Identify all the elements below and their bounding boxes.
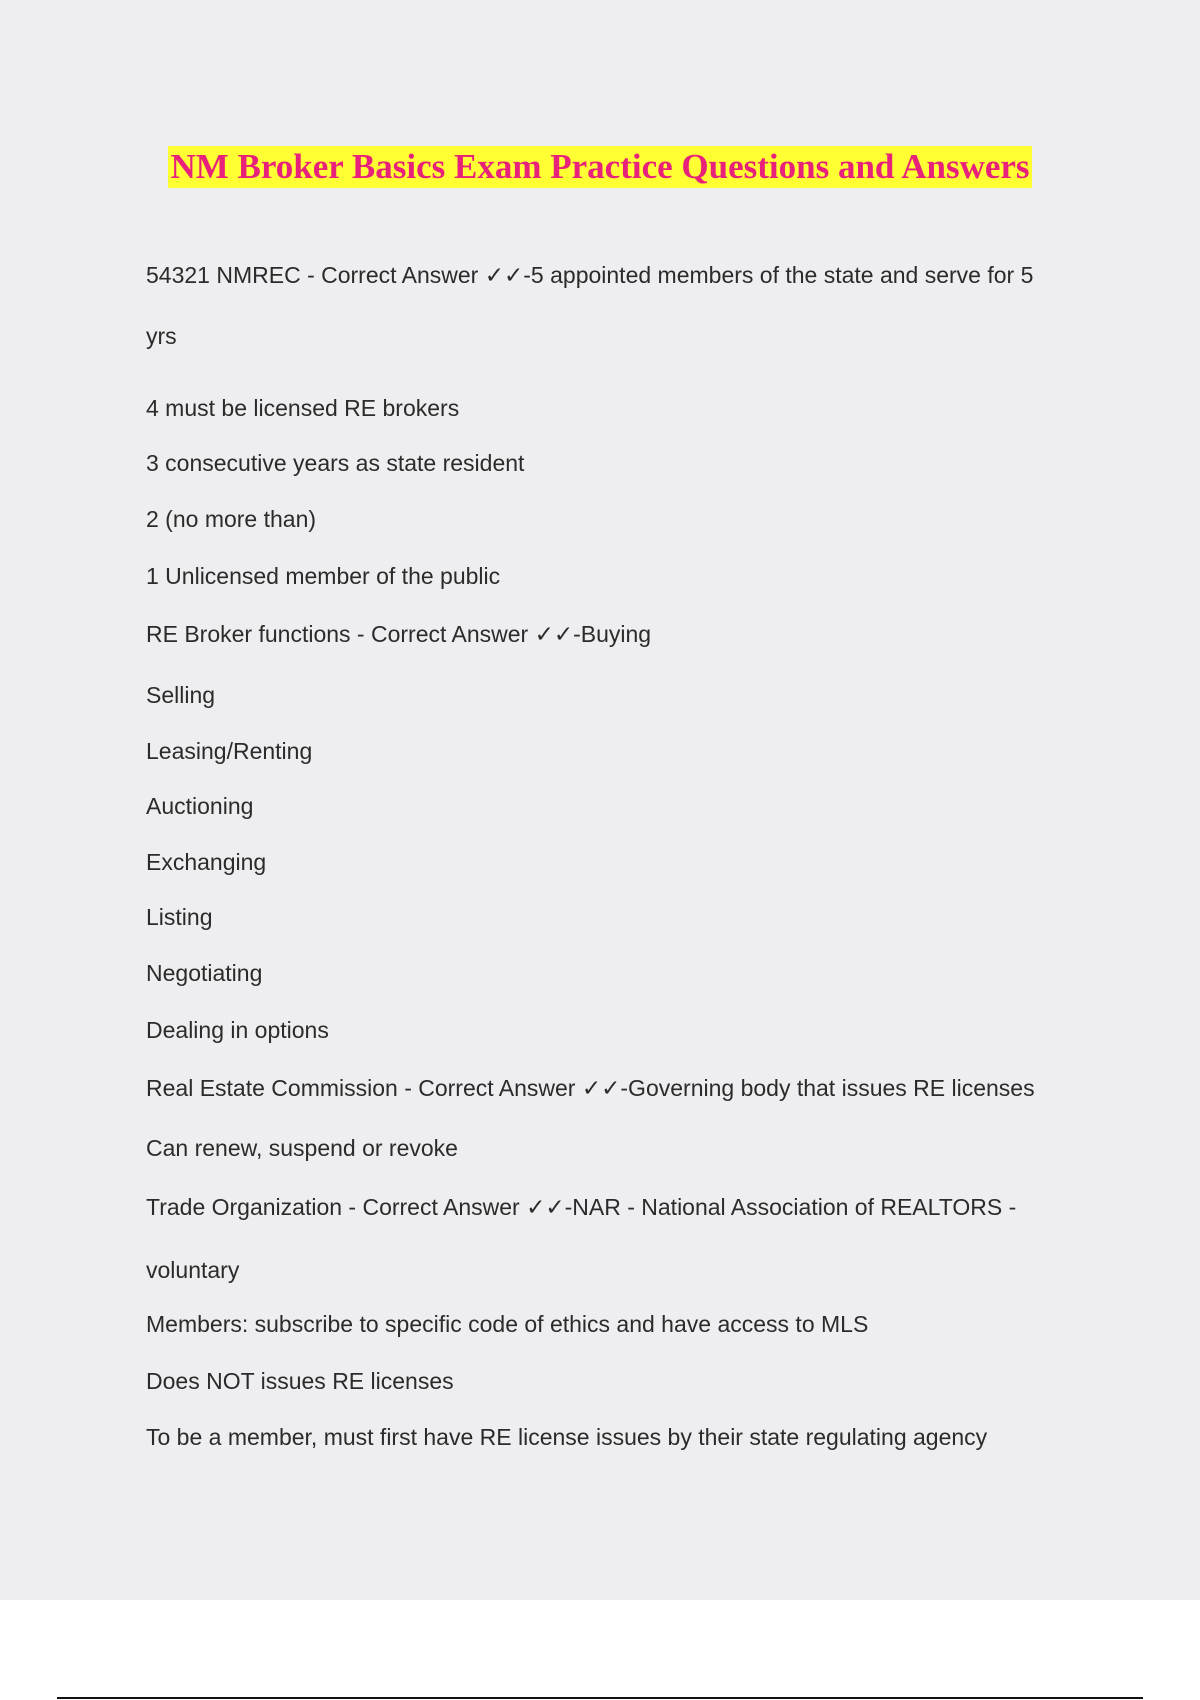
qa-line: Exchanging [146, 849, 267, 875]
document-title: NM Broker Basics Exam Practice Questions and Answers [170, 147, 1030, 186]
qa-line: 2 (no more than) [146, 506, 317, 532]
footer-divider [57, 1697, 1143, 1699]
qa-line: Real Estate Commission - Correct Answer ✓✓-Governing body that issues RE licenses [146, 1075, 1035, 1101]
title-container [0, 146, 1200, 188]
qa-line: Negotiating [146, 960, 263, 986]
qa-line: voluntary [146, 1257, 240, 1283]
qa-line: 3 consecutive years as state resident [146, 450, 525, 476]
qa-line: Dealing in options [146, 1017, 329, 1043]
qa-line: Auctioning [146, 793, 254, 819]
qa-line: 1 Unlicensed member of the public [146, 563, 501, 589]
qa-line: Members: subscribe to specific code of ethics and have access to MLS [146, 1311, 869, 1337]
qa-line: 4 must be licensed RE brokers [146, 395, 460, 421]
qa-line: 54321 NMREC - Correct Answer ✓✓-5 appointed members of the state and serve for 5 [146, 262, 1034, 288]
qa-line: Does NOT issues RE licenses [146, 1368, 454, 1394]
qa-line: Leasing/Renting [146, 738, 313, 764]
qa-line: Selling [146, 682, 216, 708]
qa-line: yrs [146, 323, 177, 349]
qa-line: RE Broker functions - Correct Answer ✓✓-Buying [146, 621, 652, 647]
qa-line: To be a member, must first have RE license issues by their state regulating agency [146, 1424, 988, 1450]
qa-line: Trade Organization - Correct Answer ✓✓-NAR - National Association of REALTORS - [146, 1194, 1017, 1220]
qa-line: Can renew, suspend or revoke [146, 1135, 458, 1161]
qa-line: Listing [146, 904, 213, 930]
